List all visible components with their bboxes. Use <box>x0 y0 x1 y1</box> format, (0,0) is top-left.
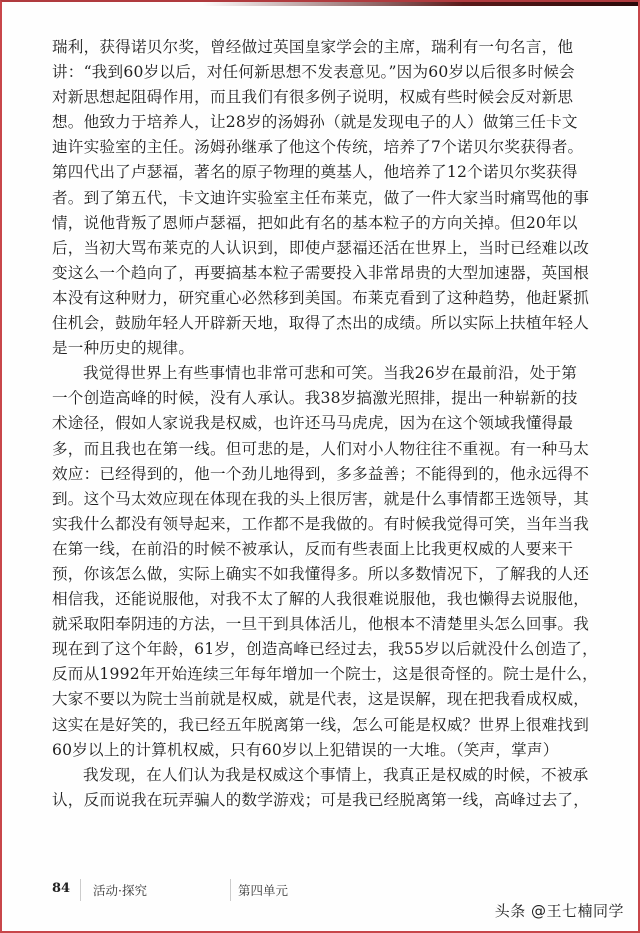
text-line: 想。他致力于培养人，让28岁的汤姆孙（就是发现电子的人）做第三任卡文 <box>52 113 578 132</box>
text-line: 现在到了这个年龄，61岁，创造高峰已经过去，我55岁以后就没什么创造了， <box>52 640 598 659</box>
footer-divider <box>80 879 81 901</box>
text-line: 就采取阳奉阴违的方法，一旦干到具体活儿，他根本不清楚里头怎么回事。我 <box>52 615 589 634</box>
unit-label: 第四单元 <box>238 883 289 898</box>
text-line: 相信我，还能说服他，对我不太了解的人我很难说服他，我也懒得去说服他， <box>52 590 589 609</box>
text-line: 效应：已经得到的，他一个劲儿地得到，多多益善；不能得到的，他永远得不 <box>52 464 589 483</box>
text-line: 在第一线，在前沿的时候不被承认，反而有些表面上比我更权威的人要来干 <box>52 539 574 558</box>
page-number: 84 <box>52 881 71 896</box>
text-line: 第四代出了卢瑟福，著名的原子物理的奠基人，他培养了12个诺贝尔奖获得 <box>52 163 578 182</box>
text-line: 我觉得世界上有些事情也非常可悲和可笑。当我26岁在最前沿，处于第 <box>83 364 578 383</box>
text-line: 到。这个马太效应现在体现在我的头上很厉害，就是什么事情都王选领导，其 <box>52 489 589 508</box>
text-line: 迪许实验室的主任。汤姆孙继承了他这个传统，培养了7个诺贝尔奖获得者。 <box>52 138 584 157</box>
text-line: 60岁以上的计算机权威，只有60岁以上犯错误的一大堆。（笑声，掌声） <box>52 740 559 759</box>
text-line: 术途径，假如人家说我是权威，也许还马马虎虎，因为在这个领域我懂得最 <box>52 414 574 433</box>
text-line: 预，你该怎么做，实际上确实不如我懂得多。所以多数情况下，了解我的人还 <box>52 564 589 583</box>
text-line: 者。到了第五代，卡文迪许实验室主任布莱克，做了一件大家当时痛骂他的事 <box>52 188 589 207</box>
text-line: 这实在是好笑的，我已经五年脱离第一线，怎么可能是权威？世界上很难找到 <box>52 715 589 734</box>
text-line: 瑞利，获得诺贝尔奖，曾经做过英国皇家学会的主席，瑞利有一句名言，他 <box>52 38 574 56</box>
text-line: 情，说他背叛了恩师卢瑟福，把如此有名的基本粒子的方向关掉。但20年以 <box>52 213 578 232</box>
scan-edge-shadow <box>202 2 638 6</box>
text-line: 实我什么都没有领导起来，工作都不是我做的。有时候我觉得可笑，当年当我 <box>52 514 589 533</box>
text-line: 变这么一个趋向了，再要搞基本粒子需要投入非常昂贵的大型加速器，英国根 <box>52 263 589 282</box>
watermark: 头条 @王七楠同学 <box>494 902 624 920</box>
text-line: 我发现，在人们认为我是权威这个事情上，我真正是权威的时候，不被承 <box>83 765 589 784</box>
text-line: 后，当初大骂布莱克的人认识到，即使卢瑟福还活在世界上，当时已经难以改 <box>52 238 589 257</box>
footer-divider <box>230 879 231 901</box>
text-line: 多，而且我也在第一线。但可悲的是，人们对小人物往往不重视。有一种马太 <box>52 439 589 458</box>
section-label: 活动·探究 <box>93 883 147 898</box>
text-line: 住机会，鼓励年轻人开辟新天地，取得了杰出的成绩。所以实际上扶植年轻人 <box>52 314 589 333</box>
text-line: 一个创造高峰的时候，没有人承认。我38岁搞激光照排，提出一种崭新的技 <box>52 389 578 408</box>
text-line: 认，反而说我在玩弄骗人的数学游戏；可是我已经脱离第一线，高峰过去了， <box>52 790 589 809</box>
text-line: 本没有这种财力，研究重心必然移到美国。布莱克看到了这种趋势，他赶紧抓 <box>52 288 589 307</box>
text-line: 讲：“我到60岁以后，对任何新思想不发表意见。”因为60岁以后很多时候会 <box>52 63 575 82</box>
text-line: 反而从1992年开始连续三年每年增加一个院士，这是很奇怪的。院士是什么， <box>52 665 598 684</box>
text-line: 对新思想起阻碍作用，而且我们有很多例子说明，权威有些时候会反对新思 <box>52 88 574 107</box>
text-line: 是一种历史的规律。 <box>52 339 195 358</box>
body-text <box>52 35 598 813</box>
text-line: 大家不要以为院士当前就是权威，就是代表，这是误解，现在把我看成权威， <box>52 690 589 709</box>
